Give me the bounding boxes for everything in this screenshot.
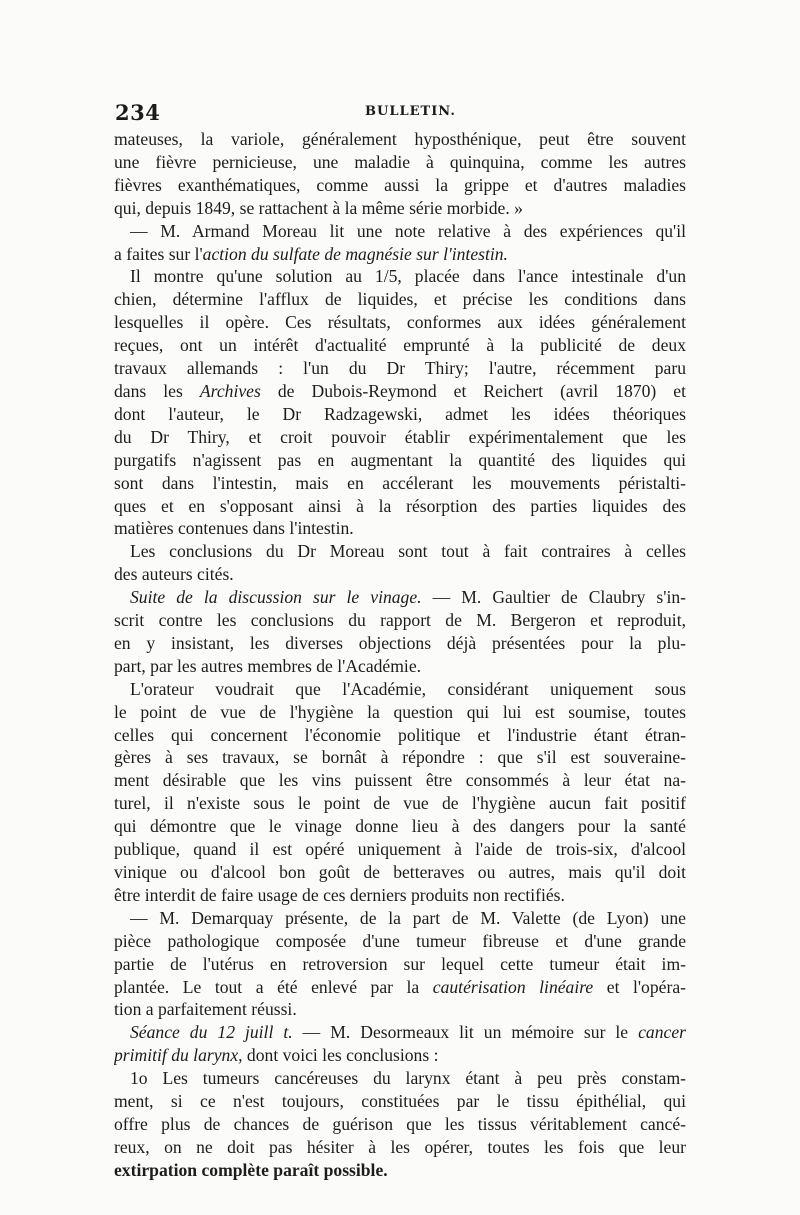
text-line xyxy=(114,174,686,197)
text-line xyxy=(114,151,686,174)
text-line xyxy=(114,495,686,518)
text-segment: celles qui concernent l'économie politique et l'industrie étant étran- xyxy=(114,724,686,745)
text-line xyxy=(114,197,686,220)
text-line xyxy=(114,334,686,357)
text-segment: travaux allemands : l'un du Dr Thiry; l'autre, récemment paru xyxy=(114,358,686,379)
text-segment: dont voici les conclusions : xyxy=(242,1045,439,1066)
text-segment: mateuses, la variole, généralement hyposthénique, peut être souvent xyxy=(114,129,686,149)
text-segment: part, par les autres membres de l'Académie. xyxy=(114,655,422,676)
text-segment: sont dans l'intestin, mais en accélerant les mouvements péristalti- xyxy=(114,472,686,493)
text-segment: offre plus de chances de guérison que les tissus véritablement cancé- xyxy=(114,1113,686,1134)
text-segment: dont l'auteur, le Dr Radzagewski, admet les idées théoriques xyxy=(114,403,686,424)
text-segment: des auteurs cités. xyxy=(114,564,234,585)
text-segment: qui, depuis 1849, se rattachent à la même série morbide. » xyxy=(114,197,523,218)
text-line xyxy=(114,930,686,953)
text-segment: qui démontre que le vinage donne lieu à des dangers pour la santé xyxy=(114,816,686,837)
text-segment: vinique ou d'alcool bon goût de betteraves ou autres, mais qu'il doit xyxy=(114,862,686,882)
text-line xyxy=(114,1067,686,1090)
text-line xyxy=(114,586,686,609)
body-text xyxy=(114,128,686,1182)
text-line xyxy=(114,655,686,678)
text-line xyxy=(114,838,686,861)
text-segment: a faites sur l' xyxy=(114,243,203,264)
page-header xyxy=(115,100,685,126)
page-number: 234 xyxy=(115,100,161,125)
text-segment: purgatifs n'agissent pas en augmentant la quantité des liquides qui xyxy=(114,449,686,470)
text-line xyxy=(114,861,686,884)
text-line xyxy=(114,792,686,815)
text-segment: pièce pathologique composée d'une tumeur fibreuse et d'une grande xyxy=(114,930,686,951)
text-line xyxy=(114,769,686,792)
text-segment: gères à ses travaux, se bornât à répondre : que s'il est souveraine- xyxy=(114,747,686,768)
text-line xyxy=(114,1044,686,1067)
running-head: BULLETIN. xyxy=(365,104,456,119)
text-line xyxy=(114,1159,686,1182)
text-line xyxy=(114,311,686,334)
text-line xyxy=(114,953,686,976)
text-segment: — M. Gaultier de Claubry s'in- xyxy=(421,587,686,608)
text-segment: turel, il n'existe sous le point de vue de l'hygiène aucun fait positif xyxy=(114,793,686,814)
text-segment: en y insistant, les diverses objections déjà présentées pour la plu- xyxy=(114,632,686,653)
text-line xyxy=(114,380,686,403)
text-line xyxy=(114,884,686,907)
text-segment: lesquelles il opère. Ces résultats, conformes aux idées généralement xyxy=(114,312,686,333)
text-line xyxy=(114,746,686,769)
text-segment: 1o Les tumeurs cancéreuses du larynx étant à peu près constam- xyxy=(130,1068,686,1089)
text-segment: et l'opéra- xyxy=(593,976,686,997)
text-segment: extirpation complète paraît possible. xyxy=(114,1159,388,1180)
text-segment: reux, on ne doit pas hésiter à les opérer, toutes les fois que leur xyxy=(114,1136,686,1157)
text-segment: reçues, ont un intérêt d'actualité emprunté à la publicité de deux xyxy=(114,335,686,356)
text-line xyxy=(114,243,686,266)
text-line xyxy=(114,449,686,472)
text-line xyxy=(114,1136,686,1159)
text-line xyxy=(114,128,686,151)
text-line xyxy=(114,1113,686,1136)
text-segment: — M. Desormeaux lit un mémoire sur le xyxy=(292,1022,639,1043)
text-line xyxy=(114,265,686,288)
text-line xyxy=(114,724,686,747)
text-line xyxy=(114,517,686,540)
text-line xyxy=(114,563,686,586)
italic-text: action du sulfate de magnésie sur l'intestin. xyxy=(202,243,508,264)
text-line xyxy=(114,540,686,563)
italic-text: cautérisation linéaire xyxy=(432,976,594,997)
text-segment: scrit contre les conclusions du rapport de M. Bergeron et reproduit, xyxy=(114,610,686,631)
text-line xyxy=(114,976,686,999)
text-segment: fièvres exanthématiques, comme aussi la grippe et d'autres maladies xyxy=(114,174,686,195)
text-line xyxy=(114,998,686,1021)
text-line xyxy=(114,220,686,243)
text-line xyxy=(114,632,686,655)
text-segment: ment désirable que les vins puissent être consommés à leur état na- xyxy=(114,770,686,791)
text-segment: tion a parfaitement réussi. xyxy=(114,999,297,1020)
text-segment: publique, quand il est opéré uniquement à l'aide de trois-six, d'alcool xyxy=(114,839,686,860)
text-line xyxy=(114,1021,686,1044)
italic-text: cancer xyxy=(638,1022,686,1043)
text-line xyxy=(114,907,686,930)
text-segment: Les conclusions du Dr Moreau sont tout à fait contraires à celles xyxy=(130,541,686,562)
text-line xyxy=(114,701,686,724)
text-segment: chien, détermine l'afflux de liquides, et précise les conditions dans xyxy=(114,289,686,310)
text-segment: une fièvre pernicieuse, une maladie à quinquina, comme les autres xyxy=(114,151,686,172)
text-segment: partie de l'utérus en retroversion sur lequel cette tumeur était im- xyxy=(114,953,686,974)
text-segment: dans les xyxy=(114,380,200,401)
text-segment: être interdit de faire usage de ces derniers produits non rectifiés. xyxy=(114,884,565,905)
text-segment: de Dubois-Reymond et Reichert (avril 1870) et xyxy=(260,380,686,401)
italic-text: Séance du 12 juill t. xyxy=(130,1022,293,1043)
text-segment: le point de vue de l'hygiène la question qui lui est soumise, toutes xyxy=(114,701,686,722)
italic-text: Archives xyxy=(199,380,261,401)
text-line xyxy=(114,426,686,449)
text-segment: plantée. Le tout a été enlevé par la xyxy=(114,976,433,997)
text-line xyxy=(114,1090,686,1113)
text-segment: du Dr Thiry, et croit pouvoir établir expérimentalement que les xyxy=(114,426,686,447)
text-line xyxy=(114,403,686,426)
text-segment: ques et en s'opposant ainsi à la résorption des parties liquides des xyxy=(114,495,686,516)
text-segment: ment, si ce n'est toujours, constituées par le tissu épithélial, qui xyxy=(114,1091,686,1112)
text-line xyxy=(114,609,686,632)
text-segment: L'orateur voudrait que l'Académie, considérant uniquement sous xyxy=(130,678,686,699)
text-line xyxy=(114,472,686,495)
text-segment: matières contenues dans l'intestin. xyxy=(114,518,354,539)
italic-text: Suite de la discussion sur le vinage. xyxy=(130,587,422,608)
text-line xyxy=(114,815,686,838)
text-segment: Il montre qu'une solution au 1/5, placée dans l'ance intestinale d'un xyxy=(130,266,686,287)
text-segment: — M. Armand Moreau lit une note relative à des expériences qu'il xyxy=(130,220,686,241)
text-line xyxy=(114,288,686,311)
italic-text: primitif du larynx, xyxy=(114,1045,243,1066)
text-line xyxy=(114,678,686,701)
text-segment: — M. Demarquay présente, de la part de M. Valette (de Lyon) une xyxy=(130,907,686,928)
text-line xyxy=(114,357,686,380)
